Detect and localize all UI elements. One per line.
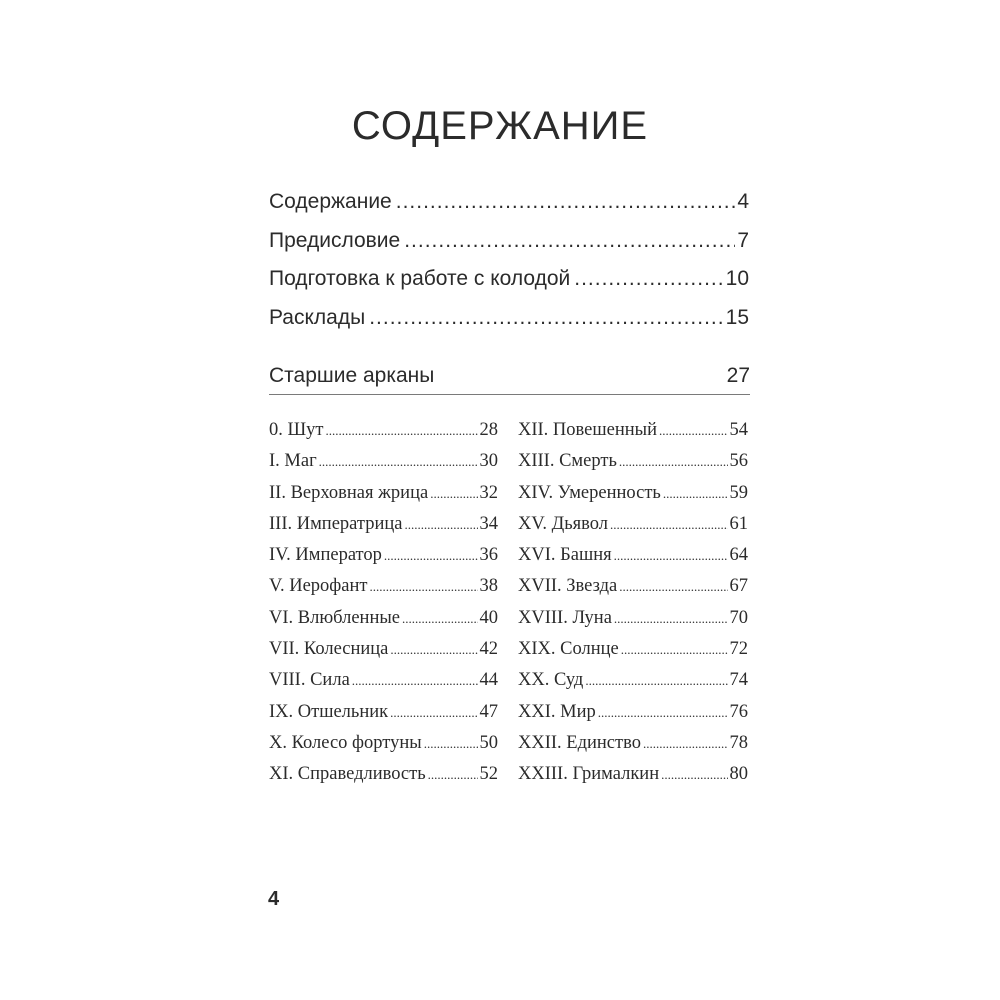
dot-leader bbox=[396, 190, 736, 214]
arcana-page: 50 bbox=[479, 732, 498, 753]
dot-leader bbox=[574, 267, 723, 291]
section-page: 27 bbox=[726, 364, 750, 387]
arcana-label: IV. Император bbox=[269, 545, 382, 566]
arcana-label: XI. Справедливость bbox=[269, 764, 426, 785]
dot-leader bbox=[661, 767, 727, 783]
toc-row[interactable] bbox=[269, 306, 749, 345]
arcana-row[interactable] bbox=[518, 451, 748, 482]
dot-leader bbox=[390, 705, 477, 721]
arcana-page: 42 bbox=[479, 639, 498, 660]
dot-leader bbox=[319, 454, 478, 470]
page-title: СОДЕРЖАНИЕ bbox=[351, 104, 649, 148]
toc-label: Подготовка к работе с колодой bbox=[269, 267, 571, 290]
dot-leader bbox=[369, 306, 723, 330]
arcana-page: 47 bbox=[479, 701, 498, 722]
arcana-page: 30 bbox=[479, 451, 498, 472]
dot-leader bbox=[663, 486, 728, 502]
arcana-page: 56 bbox=[729, 451, 748, 472]
dot-leader bbox=[404, 517, 477, 533]
dot-leader bbox=[369, 579, 477, 595]
arcana-row[interactable] bbox=[518, 670, 748, 701]
toc-page: 4 bbox=[737, 190, 749, 213]
arcana-page: 36 bbox=[479, 545, 498, 566]
arcana-label: XV. Дьявол bbox=[518, 513, 608, 534]
toc-page: 10 bbox=[725, 267, 749, 290]
arcana-page: 72 bbox=[729, 639, 748, 660]
arcana-page: 40 bbox=[479, 607, 498, 628]
arcana-row[interactable] bbox=[269, 733, 498, 764]
dot-leader bbox=[424, 736, 478, 752]
arcana-label: XXI. Мир bbox=[518, 701, 596, 722]
arcana-row[interactable] bbox=[269, 608, 498, 639]
arcana-row[interactable] bbox=[269, 420, 498, 451]
arcana-row[interactable] bbox=[269, 483, 498, 514]
arcana-row[interactable] bbox=[269, 670, 498, 701]
dot-leader bbox=[619, 579, 727, 595]
toc-label: Предисловие bbox=[269, 228, 401, 252]
dot-leader bbox=[402, 611, 478, 627]
toc-row[interactable] bbox=[269, 229, 749, 268]
arcana-label: XIII. Смерть bbox=[518, 451, 617, 472]
arcana-label: XXIII. Грималкин bbox=[518, 764, 660, 785]
arcana-row[interactable] bbox=[269, 639, 498, 670]
arcana-page: 74 bbox=[729, 670, 748, 691]
dot-leader bbox=[430, 486, 477, 502]
dot-leader bbox=[621, 642, 728, 658]
toc-label: Содержание bbox=[269, 190, 392, 213]
arcana-label: 0. Шут bbox=[269, 420, 324, 440]
arcana-label: V. Иерофант bbox=[269, 576, 368, 597]
arcana-page: 61 bbox=[729, 513, 748, 534]
arcana-label: XXII. Единство bbox=[518, 732, 641, 753]
arcana-page: 78 bbox=[729, 732, 748, 753]
toc-label: Расклады bbox=[269, 305, 366, 329]
arcana-row[interactable] bbox=[518, 483, 748, 514]
dot-leader bbox=[614, 611, 728, 627]
dot-leader bbox=[428, 767, 478, 783]
toc-row[interactable] bbox=[269, 190, 749, 229]
arcana-row[interactable] bbox=[518, 733, 748, 764]
arcana-label: X. Колесо фортуны bbox=[269, 732, 422, 753]
dot-leader bbox=[404, 229, 735, 253]
toc-row[interactable] bbox=[269, 267, 749, 306]
arcana-label: III. Императрица bbox=[269, 513, 403, 534]
arcana-row[interactable] bbox=[269, 702, 498, 733]
arcana-row[interactable] bbox=[518, 576, 748, 607]
arcana-label: XVI. Башня bbox=[518, 545, 612, 566]
arcana-row[interactable] bbox=[518, 514, 748, 545]
arcana-label: XVIII. Луна bbox=[518, 607, 612, 628]
arcana-row[interactable] bbox=[269, 545, 498, 576]
arcana-row[interactable] bbox=[518, 639, 748, 670]
dot-leader bbox=[585, 673, 727, 689]
arcana-row[interactable] bbox=[518, 608, 748, 639]
arcana-page: 54 bbox=[729, 420, 748, 440]
arcana-label: XIV. Умеренность bbox=[518, 482, 661, 503]
dot-leader bbox=[659, 423, 728, 439]
page-number: 4 bbox=[268, 888, 280, 910]
arcana-list-left bbox=[269, 420, 498, 796]
dot-leader bbox=[384, 548, 478, 564]
arcana-page: 52 bbox=[479, 764, 498, 785]
arcana-page: 67 bbox=[729, 576, 748, 597]
dot-leader bbox=[390, 642, 477, 658]
arcana-label: XII. Повешенный bbox=[518, 420, 657, 440]
dot-leader bbox=[352, 673, 478, 689]
dot-leader bbox=[619, 454, 728, 470]
arcana-label: VIII. Сила bbox=[269, 670, 350, 691]
section-label: Старшие арканы bbox=[269, 364, 435, 387]
arcana-row[interactable] bbox=[269, 764, 498, 795]
arcana-page: 80 bbox=[729, 764, 748, 785]
arcana-row[interactable] bbox=[518, 702, 748, 733]
arcana-row[interactable] bbox=[518, 545, 748, 576]
toc-page: 7 bbox=[737, 228, 749, 252]
section-heading[interactable] bbox=[269, 364, 750, 395]
arcana-list-right bbox=[518, 420, 748, 796]
dot-leader bbox=[610, 517, 728, 533]
arcana-page: 70 bbox=[729, 607, 748, 628]
arcana-label: VI. Влюбленные bbox=[269, 607, 400, 628]
arcana-page: 59 bbox=[729, 482, 748, 503]
arcana-page: 44 bbox=[479, 670, 498, 691]
arcana-label: II. Верховная жрица bbox=[269, 482, 429, 503]
arcana-row[interactable] bbox=[269, 451, 498, 482]
arcana-label: I. Маг bbox=[269, 451, 317, 472]
arcana-label: XX. Суд bbox=[518, 670, 584, 691]
arcana-label: VII. Колесница bbox=[269, 639, 389, 660]
arcana-label: XVII. Звезда bbox=[518, 576, 618, 597]
main-toc bbox=[269, 190, 749, 344]
arcana-page: 38 bbox=[479, 576, 498, 597]
arcana-label: IX. Отшельник bbox=[269, 701, 389, 722]
arcana-page: 28 bbox=[479, 420, 498, 440]
toc-page: 15 bbox=[725, 305, 749, 329]
arcana-row[interactable] bbox=[518, 764, 748, 795]
dot-leader bbox=[614, 548, 728, 564]
arcana-page: 32 bbox=[479, 482, 498, 503]
dot-leader bbox=[326, 423, 478, 439]
dot-leader bbox=[598, 705, 728, 721]
arcana-row[interactable] bbox=[269, 514, 498, 545]
arcana-row[interactable] bbox=[269, 576, 498, 607]
arcana-row[interactable] bbox=[518, 420, 748, 451]
dot-leader bbox=[643, 736, 728, 752]
arcana-label: XIX. Солнце bbox=[518, 639, 619, 660]
arcana-page: 64 bbox=[729, 545, 748, 566]
arcana-page: 34 bbox=[479, 513, 498, 534]
arcana-page: 76 bbox=[729, 701, 748, 722]
